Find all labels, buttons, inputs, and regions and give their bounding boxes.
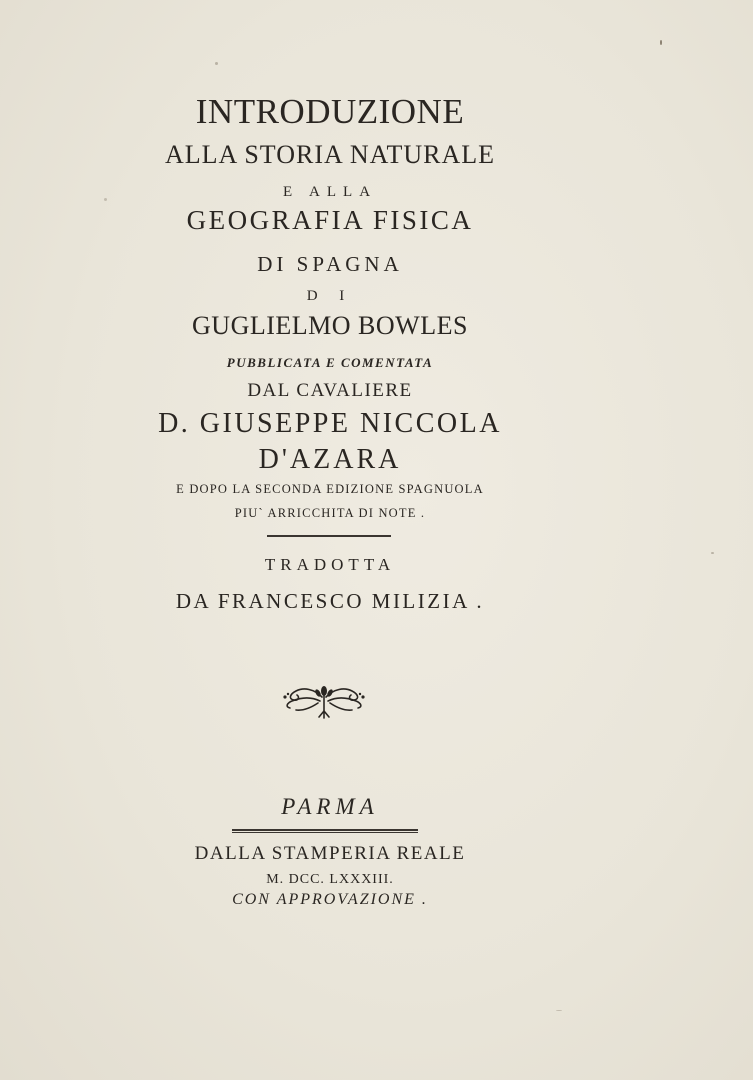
imprint-rule-top	[232, 829, 418, 831]
edition-note-first: E DOPO LA SECONDA EDIZIONE SPAGNUOLA	[176, 482, 484, 496]
paper-speck	[660, 40, 662, 45]
edition-note-second: PIU` ARRICCHITA DI NOTE .	[234, 506, 426, 520]
city-name: PARMA	[281, 794, 379, 819]
paper-speck	[711, 552, 714, 554]
translator-name: DA FRANCESCO MILIZIA .	[175, 589, 485, 613]
paper-speck	[104, 198, 107, 201]
dal-cavaliere-line: DAL CAVALIERE	[247, 380, 413, 401]
printer-name: DALLA STAMPERIA REALE	[194, 843, 466, 864]
editor-name-first: D. GIUSEPPE NICCOLA	[158, 408, 502, 439]
editor-name-last: D'AZARA	[258, 444, 402, 475]
by-line: D I	[306, 288, 354, 304]
book-title: INTRODUZIONE	[195, 92, 465, 131]
paper-speck	[556, 1010, 562, 1011]
publication-year: M. DCC. LXXXIII.	[266, 872, 394, 887]
divider-rule	[267, 535, 391, 537]
conjunction-line: E ALLA	[282, 184, 378, 200]
published-line: PUBBLICATA E COMENTATA	[226, 355, 434, 370]
imprint-rule-bottom	[232, 832, 418, 833]
subtitle-spain: DI SPAGNA	[257, 252, 403, 276]
paper-speck	[215, 62, 218, 65]
approval-line: CON APPROVAZIONE .	[232, 891, 428, 908]
subtitle-natural-history: ALLA STORIA NATURALE	[164, 140, 496, 169]
floral-ornament-icon	[282, 683, 366, 723]
subtitle-physical-geography: GEOGRAFIA FISICA	[186, 205, 474, 235]
author-name: GUGLIELMO BOWLES	[192, 311, 468, 340]
translated-line: TRADOTTA	[264, 555, 396, 574]
